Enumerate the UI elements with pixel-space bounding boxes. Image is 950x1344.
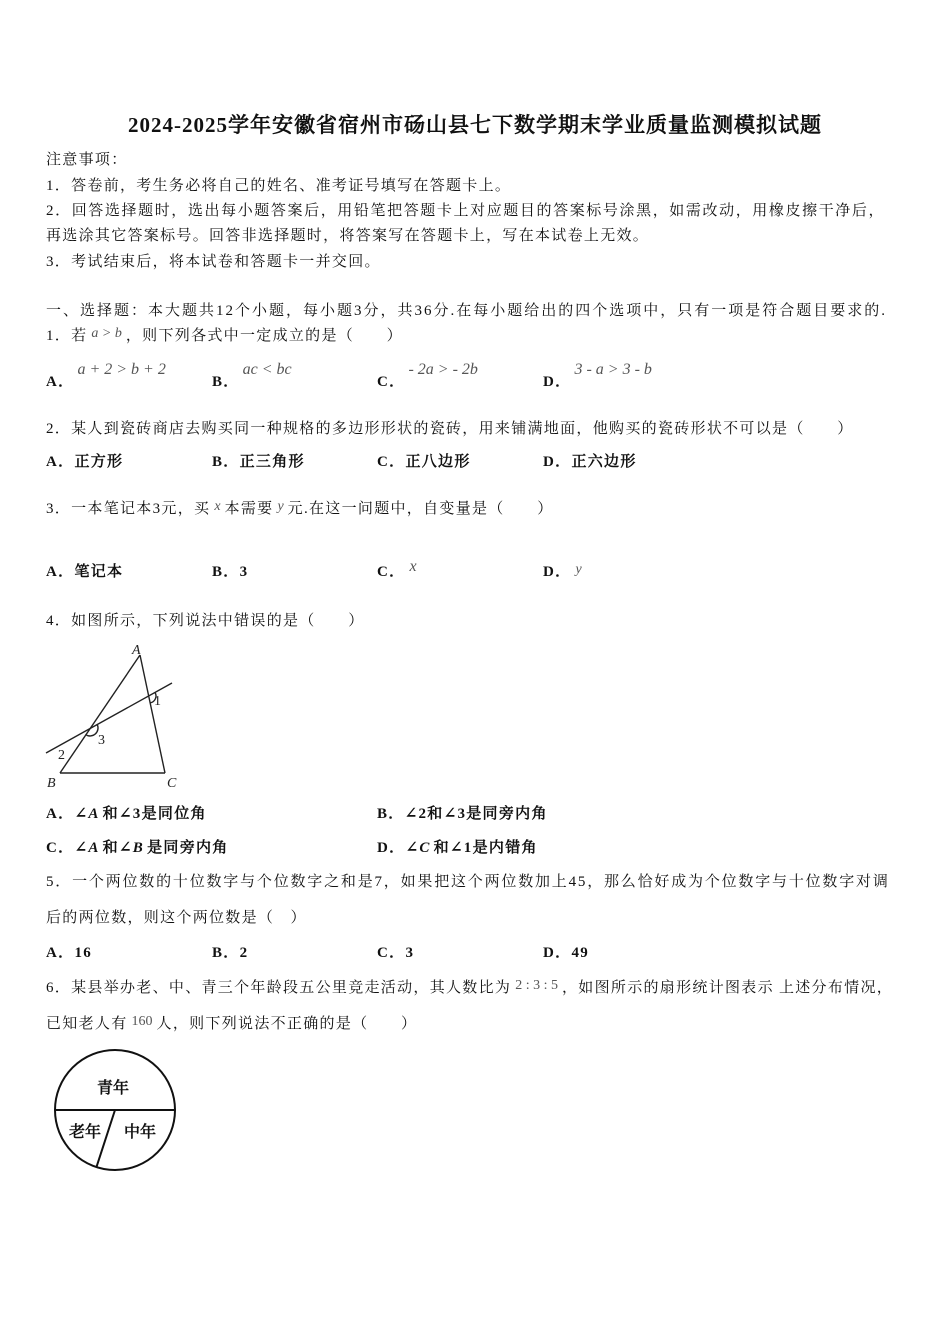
option-label: C．: [377, 374, 406, 390]
option-text: 3: [239, 564, 249, 580]
option-text: 2: [239, 945, 249, 961]
vertex-a-label: A: [132, 643, 141, 658]
stem-text: 元.在这一问题中，自变量是（ ）: [287, 501, 554, 517]
option-text: 和∠3是同位角: [102, 806, 207, 822]
vertex-c-label: C: [167, 776, 177, 791]
question-2-option-d: [543, 452, 637, 472]
stem-text: 一个两位数的十位数字与个位数字之和是7，如果把这个两位数加上45，那么恰好成为个位数字与十位数字对调: [72, 874, 890, 890]
inline-math: 2 : 3 : 5: [515, 978, 558, 993]
option-label: A．: [46, 945, 75, 961]
option-text: ∠: [74, 806, 89, 822]
pie-label-middle-age: 中年: [123, 1122, 157, 1141]
question-number: 2．: [46, 421, 72, 437]
angle-3-label: 3: [98, 733, 105, 748]
inline-math: a > b: [91, 326, 122, 341]
inline-math: y: [277, 499, 284, 514]
option-formula: ac < bc: [242, 361, 292, 378]
question-5-stem-line-2: 后的两位数，则这个两位数是（ ）: [46, 910, 307, 926]
question-1-option-a: [46, 361, 170, 392]
stem-text: ，如图所示的扇形统计图表示 上述分布情况，: [562, 980, 894, 996]
note-line-2: 2．回答选择题时，选出每小题答案后，用铅笔把答题卡上对应题目的答案标号涂黑，如需改动，用橡皮擦干净后，: [46, 203, 886, 219]
question-4-option-a: [46, 804, 207, 824]
stem-text: ，则下列各式中一定成立的是（ ）: [125, 328, 403, 344]
question-number: 4．: [46, 613, 72, 629]
question-number: 1．: [46, 328, 72, 344]
question-5-option-a: [46, 943, 92, 963]
option-text: ∠: [74, 840, 89, 856]
pie-label-elderly: 老年: [68, 1122, 102, 1141]
option-italic-letter: C: [419, 840, 431, 856]
option-text: 是同旁内角: [147, 840, 229, 856]
stem-text: 一本笔记本3元，买: [71, 501, 211, 517]
option-text: 正六边形: [571, 454, 637, 470]
stem-text: 本需要: [224, 501, 274, 517]
section-heading: 一、选择题：本大题共12个小题，每小题3分，共36分.在每小题给出的四个选项中，只有一项是符合题目要求的.: [46, 303, 888, 319]
page-title: 2024-2025学年安徽省宿州市砀山县七下数学期末学业质量监测模拟试题: [128, 113, 822, 137]
option-formula: x: [409, 558, 417, 575]
question-1-option-b: [212, 361, 296, 392]
question-2-stem: [46, 419, 854, 439]
option-label: B．: [212, 564, 240, 580]
question-4-option-c: [46, 838, 229, 858]
side-ab: [60, 655, 140, 773]
question-3-stem: [46, 499, 554, 520]
option-label: B．: [212, 945, 240, 961]
option-italic-letter: A: [88, 840, 100, 856]
question-5-option-d: [543, 943, 589, 963]
option-label: A．: [46, 806, 75, 822]
question-1-option-c: [377, 361, 482, 392]
option-text: 49: [571, 945, 590, 961]
note-line-3: 3．考试结束后，将本试卷和答题卡一并交回。: [46, 254, 381, 270]
inline-math: 160: [131, 1014, 153, 1029]
option-label: C．: [377, 945, 406, 961]
question-6-stem-line-2: [46, 1014, 417, 1035]
option-label: B．: [377, 806, 405, 822]
option-label: A．: [46, 374, 75, 390]
question-4-option-d: [377, 838, 538, 858]
question-5-option-b: [212, 943, 248, 963]
option-formula: - 2a > - 2b: [408, 361, 478, 378]
note-line-1: 1．答卷前，考生务必将自己的姓名、准考证号填写在答题卡上。: [46, 178, 512, 194]
option-label: D．: [543, 564, 572, 580]
question-4-stem: [46, 611, 365, 631]
pie-chart: [50, 1045, 185, 1175]
question-2-option-a: [46, 452, 123, 472]
question-number: 6．: [46, 980, 72, 996]
option-text: 正八边形: [405, 454, 471, 470]
question-3-option-b: [212, 562, 248, 582]
question-3-option-a: [46, 562, 123, 582]
question-3-option-d: [543, 562, 586, 583]
question-3-option-c: [377, 558, 421, 582]
triangle-figure: [40, 636, 185, 794]
option-formula: 3 - a > 3 - b: [574, 361, 652, 378]
stem-text: 某县举办老、中、青三个年龄段五公里竞走活动，其人数比为: [71, 980, 512, 996]
stem-text: 人，则下列说法不正确的是（ ）: [156, 1016, 418, 1032]
option-label: B．: [212, 374, 240, 390]
question-1-option-d: [543, 361, 656, 392]
option-text: 和∠1是内错角: [433, 840, 538, 856]
option-label: D．: [543, 454, 572, 470]
option-label: C．: [377, 454, 406, 470]
option-text: ∠2和∠3是同旁内角: [404, 806, 548, 822]
option-label: A．: [46, 564, 75, 580]
option-formula: y: [575, 562, 582, 577]
question-5-stem-line-1: [46, 872, 890, 892]
option-label: C．: [377, 564, 406, 580]
notes-heading: 注意事项：: [46, 152, 128, 168]
question-number: 3．: [46, 501, 72, 517]
option-text: 3: [405, 945, 415, 961]
question-4-option-b: [377, 804, 548, 824]
angle-2-label: 2: [58, 748, 65, 763]
inline-math: x: [214, 499, 221, 514]
option-italic-letter: A: [88, 806, 100, 822]
question-number: 5．: [46, 874, 73, 890]
option-label: B．: [212, 454, 240, 470]
pie-label-youth: 青年: [96, 1078, 130, 1097]
question-1-stem: [46, 326, 403, 347]
option-formula: a + 2 > b + 2: [77, 361, 166, 378]
angle-1-label: 1: [154, 694, 161, 709]
option-label: D．: [377, 840, 406, 856]
stem-text: 如图所示，下列说法中错误的是（ ）: [71, 613, 365, 629]
option-text: 正三角形: [239, 454, 305, 470]
vertex-b-label: B: [47, 776, 56, 791]
note-line-2-cont: 再选涂其它答案标号。回答非选择题时，将答案写在答题卡上，写在本试卷上无效。: [46, 228, 650, 244]
question-6-stem-line-1: [46, 978, 893, 999]
option-text: 笔记本: [74, 564, 124, 580]
side-ac: [140, 655, 165, 773]
option-text: ∠: [405, 840, 420, 856]
question-2-option-b: [212, 452, 305, 472]
question-5-option-c: [377, 943, 414, 963]
stem-text: 若: [71, 328, 88, 344]
option-label: A．: [46, 454, 75, 470]
question-2-option-c: [377, 452, 471, 472]
option-label: D．: [543, 374, 572, 390]
option-italic-letter: B: [132, 840, 145, 856]
option-text: 16: [74, 945, 93, 961]
stem-text: 某人到瓷砖商店去购买同一种规格的多边形形状的瓷砖，用来铺满地面，他购买的瓷砖形状不可以是（ ）: [71, 421, 854, 437]
option-label: C．: [46, 840, 75, 856]
option-text: 正方形: [74, 454, 124, 470]
stem-text: 已知老人有: [46, 1016, 128, 1032]
option-text: 和∠: [102, 840, 133, 856]
option-label: D．: [543, 945, 572, 961]
